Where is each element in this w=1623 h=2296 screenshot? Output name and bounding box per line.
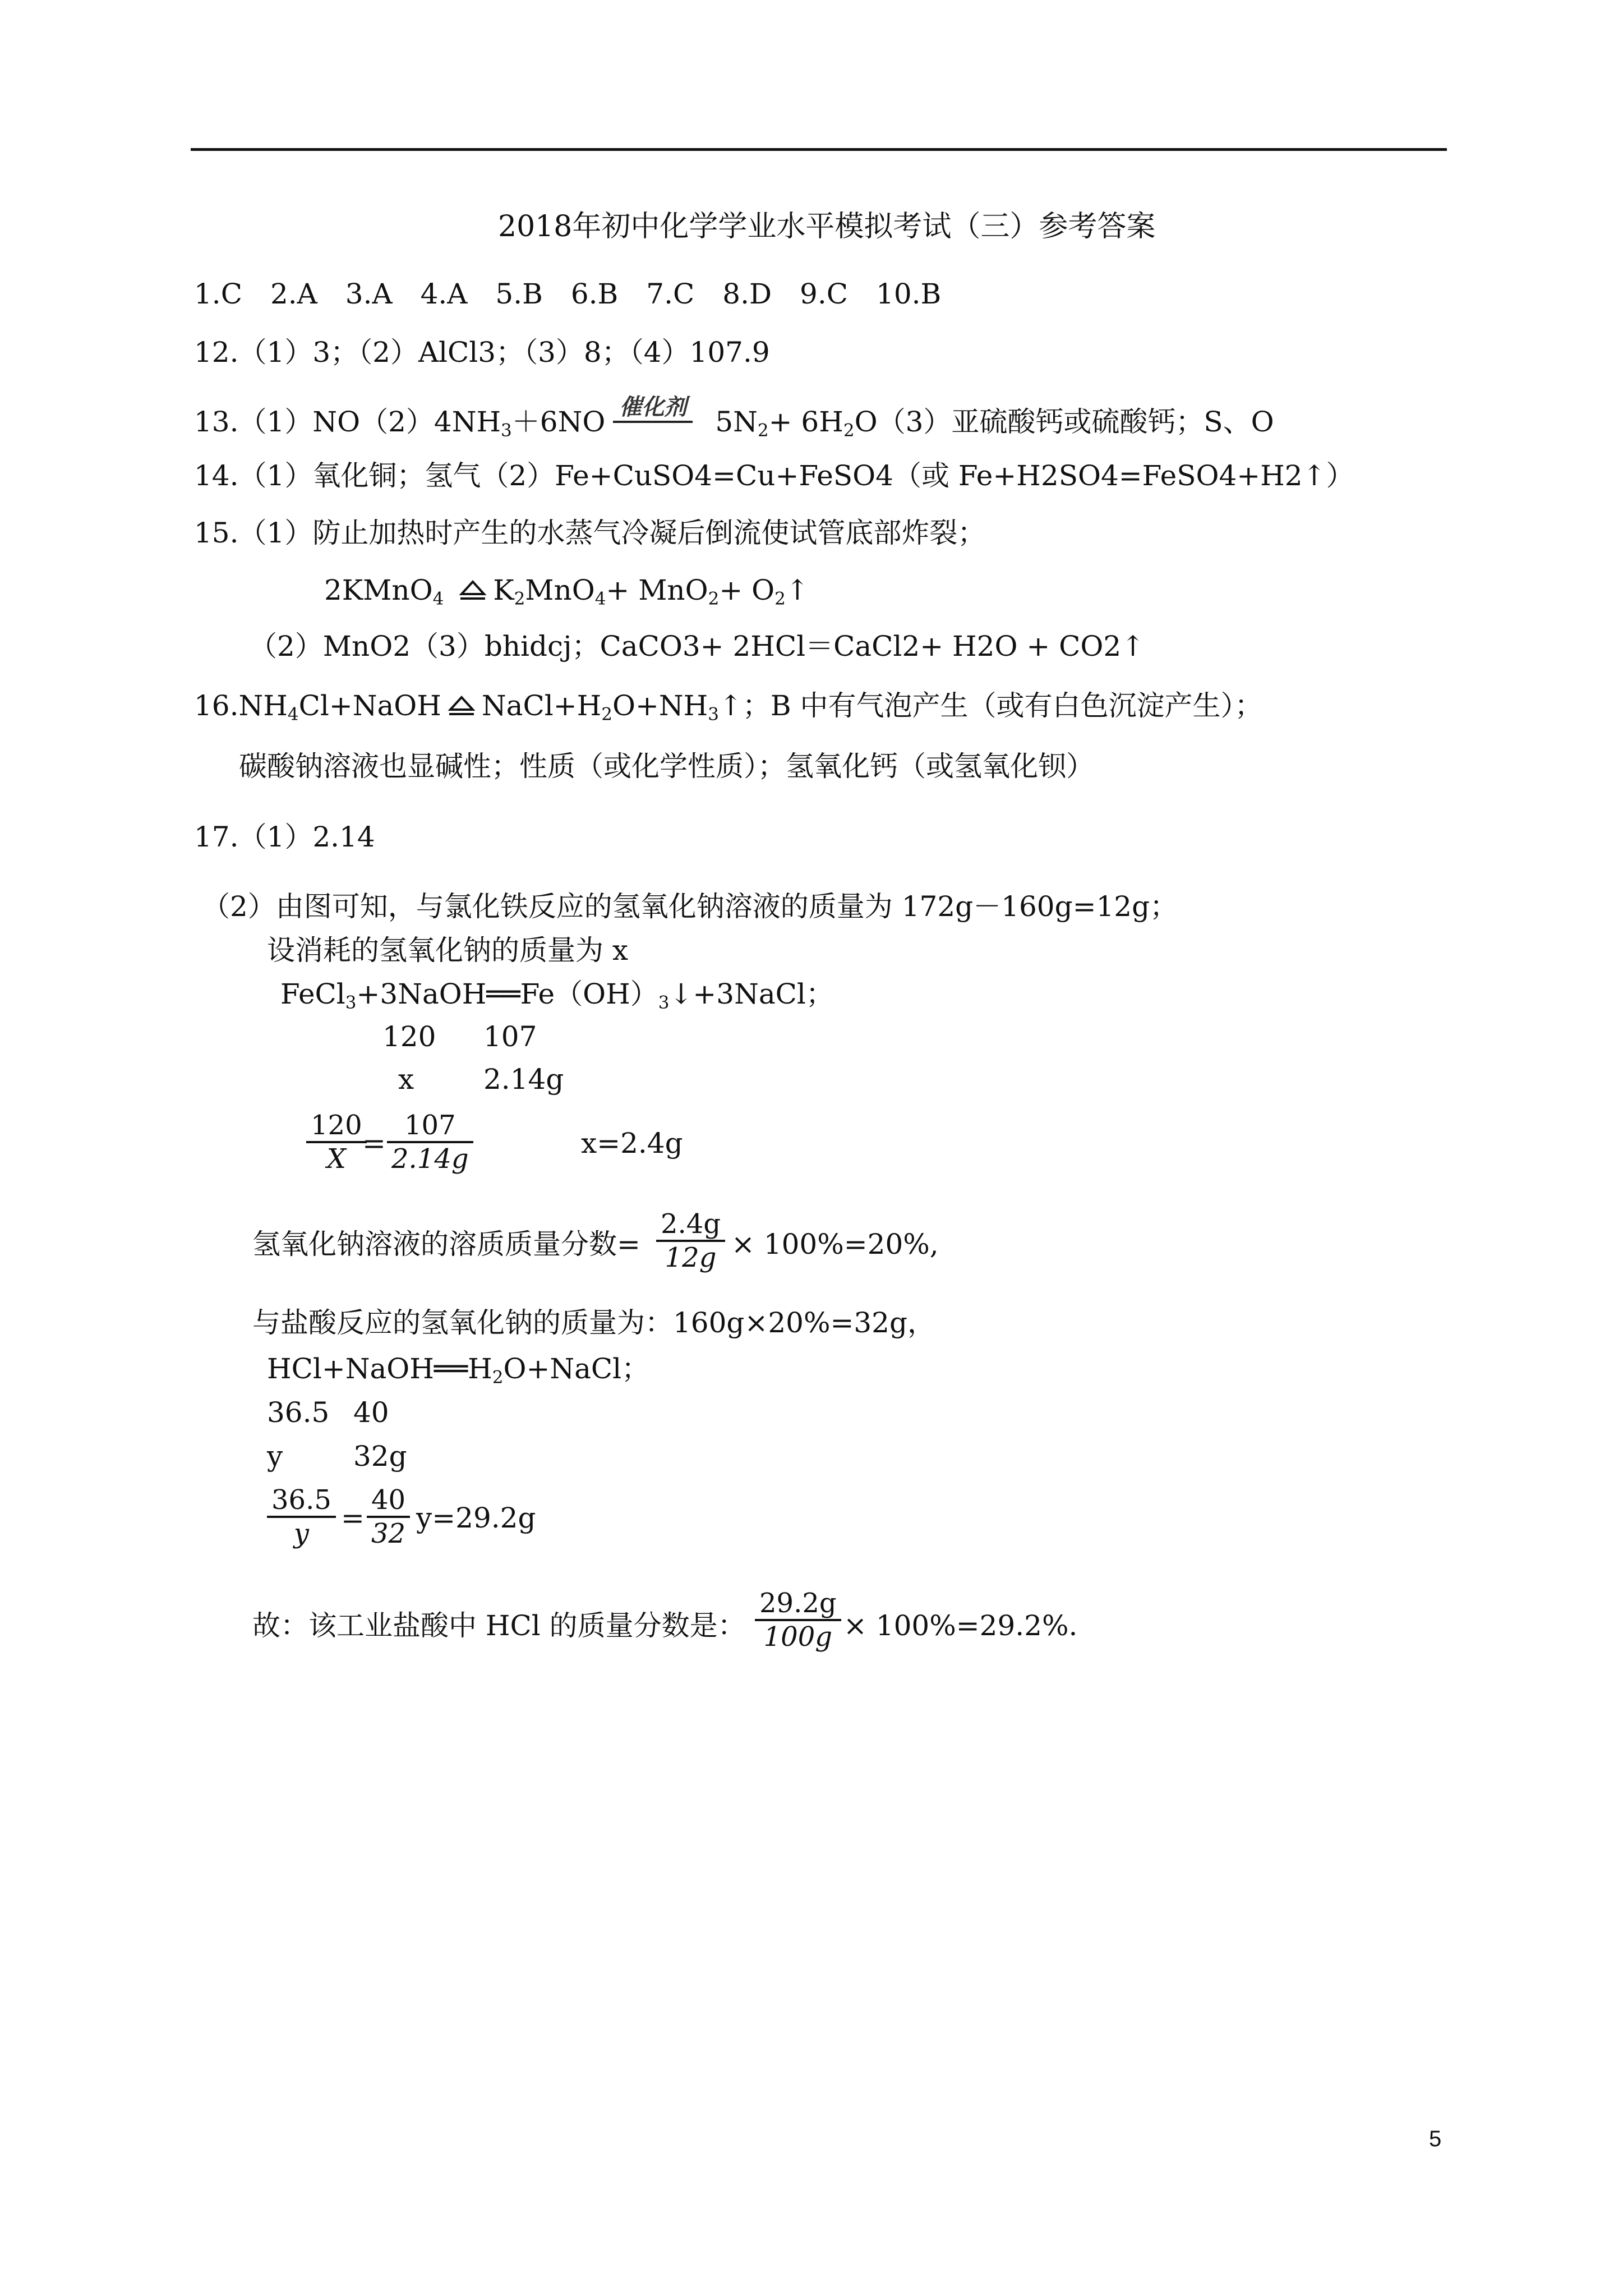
fraction-120-over-x: 120 X (306, 1110, 367, 1175)
answer-line-13: $13.(1)NO(2)4NH_3+6NO$ 催化剂 $5N_2+ 6H_2O(3)$亚硫酸钙或硫酸钙；S、O (194, 394, 1274, 441)
molar-mass-40: 40 (353, 1396, 389, 1429)
answer-line-14: 14.（1）氧化铜；氢气（2）Fe+CuSO4=Cu+FeSO4（或 Fe+H2SO4=FeSO4+H2↑） (194, 459, 1354, 492)
hcl-equation: $HCl+NaOH══H_2O+NaCl$； (267, 1352, 650, 1388)
fecl3-equation: $FeCl_3+3NaOH══Fe(OH)_3↓+3NaCl$； (280, 978, 834, 1013)
final-answer-label: 故：该工业盐酸中 HCl 的质量分数是： (252, 1609, 746, 1642)
kmno4-equation: 2KMnO$_4$ $K_2MnO_4+ MnO_2+$ $O_2↑$ (324, 574, 809, 609)
heating-triangle-icon (458, 579, 487, 602)
answer-line-17-2: （2）由图可知，与氯化铁反应的氢氧化钠溶液的质量为 172g－160g=12g； (202, 890, 1178, 923)
q13-text-3: 5N (715, 406, 758, 438)
molar-mass-36-5: 36.5 (267, 1396, 330, 1429)
y-result: y=29.2g (416, 1502, 536, 1534)
fraction-2-4g-over-12g: 2.4g 12g (656, 1208, 725, 1273)
q13-text-4: + 6H (768, 406, 843, 438)
hcl-naoh-mass-line: 与盐酸反应的氢氧化钠的质量为：160g×20%=32g， (252, 1306, 935, 1339)
unknown-y: y (267, 1440, 283, 1473)
answer-line-16: $16.NH_4Cl+NaOH$ $NaCl+H_2O+NH_3↑$；B 中有气泡产生（或有白色沉淀产生）； (194, 689, 1263, 725)
mass-32g: 32g (353, 1440, 407, 1473)
q13-text-1: 13.（1）NO（2）4NH (194, 406, 501, 438)
page-number: 5 (1429, 2127, 1442, 2151)
fraction-40-over-32: 40 32 (367, 1484, 410, 1549)
answer-line-12: 12.（1）3；（2）AlCl3；（3）8；（4）107.9 (194, 336, 770, 369)
answer-line-1-10: 1.C 2.A 3.A 4.A 5.B 6.B 7.C 8.D 9.C 10.B (194, 278, 942, 310)
x-result: x=2.4g (581, 1127, 683, 1159)
q13-text-5: O（3）亚硫酸钙或硫酸钙；S、O (854, 406, 1274, 438)
q13-text-2: ＋6NO (511, 406, 606, 438)
catalyst-label: 催化剂 (619, 394, 687, 420)
molar-mass-107: 107 (483, 1020, 537, 1053)
catalyst-arrow (611, 395, 695, 440)
assume-line: 设消耗的氢氧化钠的质量为 x (267, 934, 629, 967)
molar-mass-120: 120 (382, 1020, 436, 1053)
answer-line-16-2: 碳酸钠溶液也显碱性；性质（或化学性质）；氢氧化钙（或氢氧化钡） (239, 750, 1094, 783)
answer-line-17: 17.（1）2.14 (194, 821, 375, 853)
answer-line-15-2: （2）MnO2（3）bhidcj；CaCO3+ 2HCl＝CaCl2+ H2O + CO2↑ (249, 630, 1145, 662)
page-title: 2018年初中化学学业水平模拟考试（三）参考答案 (498, 210, 1156, 243)
fraction-29-2g-over-100g: 29.2g 100g (755, 1588, 841, 1653)
concentration-label: 氢氧化钠溶液的溶质质量分数= (252, 1228, 640, 1260)
fraction-107-over-2-14g: 107 2.14g (387, 1110, 473, 1175)
equals-sign-2: = (341, 1502, 365, 1534)
concentration-result: × 100%=20%, (731, 1228, 939, 1260)
heating-triangle-icon (447, 695, 476, 717)
final-answer-result: × 100%=29.2%. (843, 1609, 1078, 1642)
answer-line-15: 15.（1）防止加热时产生的水蒸气冷凝后倒流使试管底部炸裂； (194, 517, 986, 549)
fraction-36-5-over-y: 36.5 y (267, 1484, 336, 1549)
equals-sign: = (362, 1127, 386, 1159)
unknown-x: x (398, 1063, 414, 1096)
mass-2-14g: 2.14g (483, 1063, 564, 1096)
header-rule (191, 148, 1447, 151)
